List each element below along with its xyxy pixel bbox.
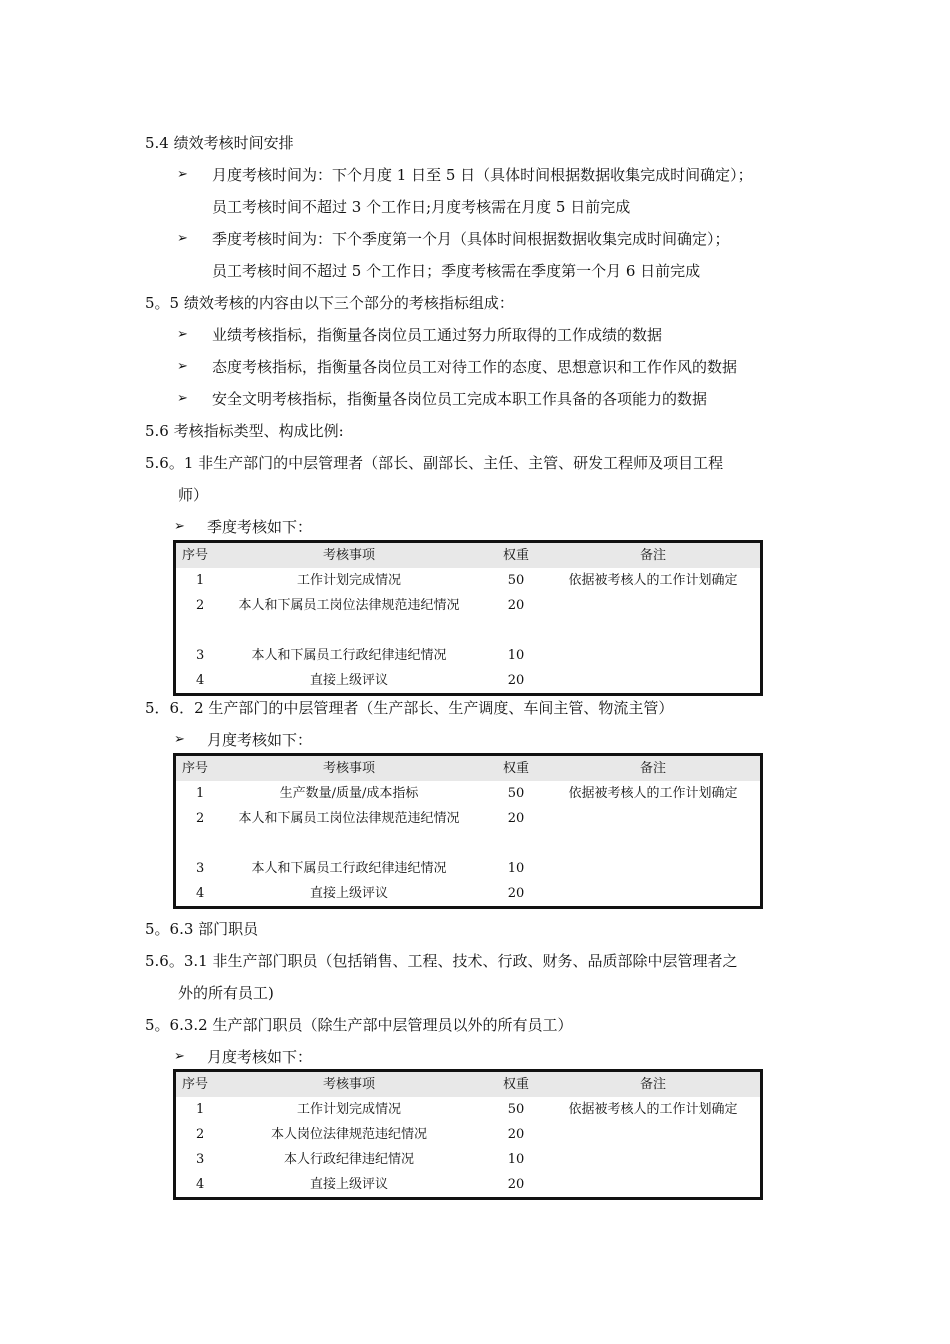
table-row	[176, 856, 760, 881]
row-weight: 10	[507, 648, 525, 663]
row-item: 直接上级评议	[309, 1177, 388, 1192]
arrow-bullet-icon: ➢	[174, 1049, 185, 1064]
row-no: 2	[196, 1127, 205, 1142]
header-item: 考核事项	[322, 761, 375, 776]
row-note: 依据被考核人的工作计划确定	[568, 573, 738, 588]
row-item: 本人和下属员工岗位法律规范违纪情况	[238, 598, 460, 613]
section-heading-5-6-3-1: 5.6。3.1 非生产部门职员（包括销售、工程、技术、行政、财务、品质部除中层管理者之	[145, 952, 738, 970]
arrow-bullet-icon: ➢	[177, 327, 188, 342]
table-row	[176, 643, 760, 668]
section-heading-5-6-2: 5．6．2 生产部门的中层管理者（生产部长、生产调度、车间主管、物流主管）	[145, 699, 674, 717]
row-note: 依据被考核人的工作计划确定	[568, 786, 738, 801]
assessment-table-3	[173, 1069, 763, 1200]
row-note: 依据被考核人的工作计划确定	[568, 1102, 738, 1117]
row-no: 3	[196, 861, 205, 876]
row-item: 生产数量/质量/成本指标	[279, 786, 419, 801]
header-note: 备注	[639, 1077, 666, 1092]
row-item: 本人和下属员工行政纪律违纪情况	[251, 648, 447, 663]
header-note: 备注	[639, 761, 666, 776]
row-no: 4	[196, 886, 205, 901]
section-heading-5-5: 5。5 绩效考核的内容由以下三个部分的考核指标组成：	[145, 294, 514, 312]
bullet-text: 月度考核如下：	[207, 731, 313, 749]
assessment-table-1	[173, 540, 763, 696]
arrow-bullet-icon: ➢	[177, 167, 188, 182]
section-heading-5-6-3-1-cont: 外的所有员工)	[178, 984, 274, 1002]
header-weight: 权重	[502, 1077, 529, 1092]
section-heading-5-4: 5.4 绩效考核时间安排	[145, 134, 294, 152]
arrow-bullet-icon: ➢	[174, 519, 185, 534]
row-item: 工作计划完成情况	[296, 1102, 401, 1117]
row-item: 直接上级评议	[309, 673, 388, 688]
row-no: 1	[196, 786, 205, 801]
table-header-row	[176, 1072, 760, 1097]
row-weight: 50	[507, 1102, 525, 1117]
row-weight: 20	[507, 673, 525, 688]
bullet-text: 季度考核时间为：下个季度第一个月（具体时间根据数据收集完成时间确定）；	[212, 230, 730, 248]
header-note: 备注	[639, 548, 666, 563]
table-row	[176, 806, 760, 856]
table-row	[176, 568, 760, 593]
row-item: 本人岗位法律规范违纪情况	[270, 1127, 427, 1142]
table-row	[176, 1147, 760, 1172]
table-row	[176, 1097, 760, 1122]
row-weight: 20	[507, 1127, 525, 1142]
header-no: 序号	[182, 1077, 209, 1092]
table-row	[176, 1122, 760, 1147]
section-heading-5-6-1-cont: 师）	[178, 486, 209, 504]
row-item: 本人行政纪律违纪情况	[283, 1152, 414, 1167]
arrow-bullet-icon: ➢	[174, 732, 185, 747]
row-weight: 20	[507, 1177, 525, 1192]
arrow-bullet-icon: ➢	[177, 231, 188, 246]
header-item: 考核事项	[322, 548, 375, 563]
row-weight: 10	[507, 861, 525, 876]
assessment-table-2	[173, 753, 763, 909]
row-no: 2	[196, 598, 205, 613]
header-weight: 权重	[502, 548, 529, 563]
row-weight: 10	[507, 1152, 525, 1167]
header-weight: 权重	[502, 761, 529, 776]
header-item: 考核事项	[322, 1077, 375, 1092]
section-heading-5-6-1: 5.6。1 非生产部门的中层管理者（部长、副部长、主任、主管、研发工程师及项目工程	[145, 454, 724, 472]
row-no: 4	[196, 1177, 205, 1192]
row-weight: 50	[507, 786, 525, 801]
bullet-text: 员工考核时间不超过 3 个工作日;月度考核需在月度 5 日前完成	[212, 198, 631, 216]
table-header-row	[176, 756, 760, 781]
bullet-text: 业绩考核指标，指衡量各岗位员工通过努力所取得的工作成绩的数据	[212, 326, 663, 344]
row-weight: 20	[507, 886, 525, 901]
row-weight: 20	[507, 811, 525, 826]
header-no: 序号	[182, 761, 209, 776]
section-heading-5-6: 5.6 考核指标类型、构成比例:	[145, 422, 344, 440]
row-item: 本人和下属员工岗位法律规范违纪情况	[238, 811, 460, 826]
arrow-bullet-icon: ➢	[177, 391, 188, 406]
table-row	[176, 881, 760, 906]
table-header-row	[176, 543, 760, 568]
bullet-text: 安全文明考核指标，指衡量各岗位员工完成本职工作具备的各项能力的数据	[212, 390, 708, 408]
bullet-text: 季度考核如下：	[207, 518, 313, 536]
row-weight: 50	[507, 573, 525, 588]
row-no: 4	[196, 673, 205, 688]
section-heading-5-6-3: 5。6.3 部门职员	[145, 920, 259, 938]
row-no: 3	[196, 1152, 205, 1167]
row-no: 1	[196, 1102, 205, 1117]
section-heading-5-6-3-2: 5。6.3.2 生产部门职员（除生产部中层管理员以外的所有员工）	[145, 1016, 573, 1034]
bullet-text: 员工考核时间不超过 5 个工作日；季度考核需在季度第一个月 6 日前完成	[212, 262, 701, 280]
row-weight: 20	[507, 598, 525, 613]
row-item: 本人和下属员工行政纪律违纪情况	[251, 861, 447, 876]
bullet-text: 态度考核指标，指衡量各岗位员工对待工作的态度、思想意识和工作作风的数据	[212, 358, 738, 376]
row-item: 直接上级评议	[309, 886, 388, 901]
bullet-text: 月度考核时间为：下个月度 1 日至 5 日（具体时间根据数据收集完成时间确定）；	[212, 166, 753, 184]
bullet-text: 月度考核如下：	[207, 1048, 313, 1066]
row-no: 1	[196, 573, 205, 588]
row-no: 2	[196, 811, 205, 826]
table-row	[176, 781, 760, 806]
row-item: 工作计划完成情况	[296, 573, 401, 588]
arrow-bullet-icon: ➢	[177, 359, 188, 374]
table-row	[176, 593, 760, 643]
table-row	[176, 1172, 760, 1197]
row-no: 3	[196, 648, 205, 663]
table-row	[176, 668, 760, 693]
header-no: 序号	[182, 548, 209, 563]
